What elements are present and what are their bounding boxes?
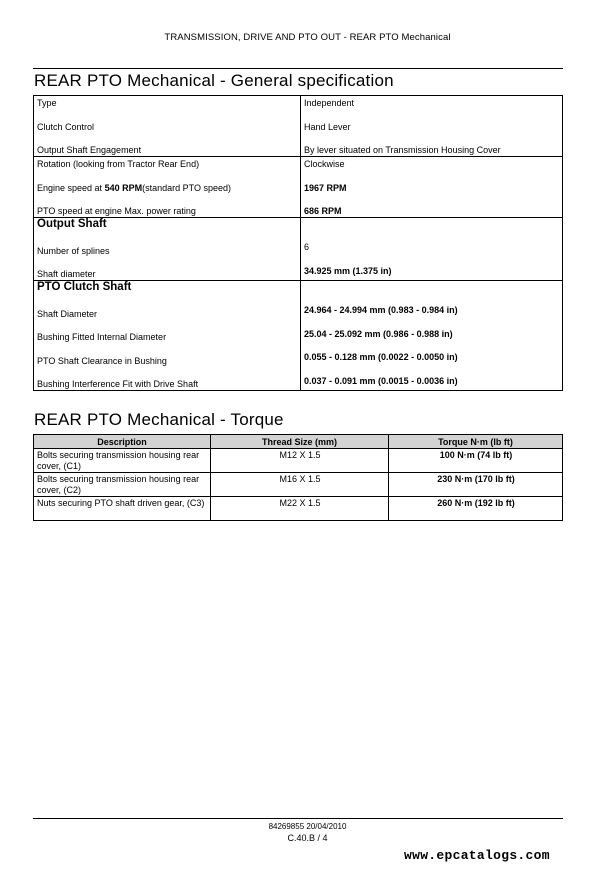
torque-thread: M22 X 1.5 xyxy=(211,497,389,521)
spec-label: PTO speed at engine Max. power rating xyxy=(37,206,196,216)
spec-value: 0.055 - 0.128 mm (0.0022 - 0.0050 in) xyxy=(304,352,458,362)
spec-value-cell xyxy=(301,96,563,157)
spec-label: Output Shaft Engagement xyxy=(37,145,142,155)
spec-value: 6 xyxy=(304,242,310,252)
watermark: www.epcatalogs.com xyxy=(404,848,550,863)
spec-group-clutch-shaft xyxy=(34,281,563,391)
spec-label xyxy=(37,170,298,194)
torque-table xyxy=(33,434,563,521)
spec-value: 1967 RPM xyxy=(304,182,347,193)
table-row xyxy=(34,449,563,473)
torque-value: 100 N·m (74 lb ft) xyxy=(389,449,563,473)
spec-label-bold: 540 RPM xyxy=(104,182,143,193)
spec-label: Shaft diameter xyxy=(37,269,96,279)
spec-value: 25.04 - 25.092 mm (0.986 - 0.988 in) xyxy=(304,328,453,339)
table-row xyxy=(34,497,563,521)
spec-label: Number of splines xyxy=(37,245,110,256)
table-row xyxy=(34,473,563,497)
torque-header-row xyxy=(34,435,563,449)
subsection-heading: PTO Clutch Shaft xyxy=(37,281,132,293)
column-header: Thread Size (mm) xyxy=(211,435,389,449)
document-number: 84269855 20/04/2010 xyxy=(268,822,347,831)
torque-value: 260 N·m (192 lb ft) xyxy=(389,497,563,521)
spec-group-output-shaft xyxy=(34,218,563,281)
spec-label-cell xyxy=(34,157,301,218)
spacer xyxy=(304,281,560,296)
spec-label-part: (standard PTO speed) xyxy=(142,182,231,193)
spec-label-part: Engine speed at xyxy=(37,182,105,193)
spacer xyxy=(304,218,560,233)
torque-description: Bolts securing transmission housing rear cover, (C2) xyxy=(34,473,211,497)
spec-value-cell xyxy=(301,218,563,281)
spec-label-cell xyxy=(34,281,301,391)
spec-value: 34.925 mm (1.375 in) xyxy=(304,265,392,276)
spec-label: PTO Shaft Clearance in Bushing xyxy=(37,355,167,366)
spec-label: Bushing Fitted Internal Diameter xyxy=(37,332,167,342)
spec-label: Clutch Control xyxy=(37,121,95,132)
torque-thread: M16 X 1.5 xyxy=(211,473,389,497)
spec-label: Bushing Interference Fit with Drive Shaft xyxy=(37,379,199,389)
spec-value: Hand Lever xyxy=(304,121,351,132)
torque-thread: M12 X 1.5 xyxy=(211,449,389,473)
spec-group-speeds xyxy=(34,157,563,218)
spec-group-engagement xyxy=(34,96,563,157)
page-number: C.40.B / 4 xyxy=(287,833,328,843)
torque-description: Bolts securing transmission housing rear cover, (C1) xyxy=(34,449,211,473)
spec-value-cell xyxy=(301,281,563,391)
spec-label: Type xyxy=(37,98,57,108)
spec-value: 686 RPM xyxy=(304,206,342,216)
header-divider xyxy=(33,68,563,69)
spec-label-cell xyxy=(34,96,301,157)
spec-value-cell xyxy=(301,157,563,218)
torque-description: Nuts securing PTO shaft driven gear, (C3) xyxy=(34,497,211,521)
spec-heading: REAR PTO Mechanical - General specification xyxy=(34,71,394,90)
general-specification-table xyxy=(33,95,563,391)
spec-label-cell xyxy=(34,218,301,281)
spec-value: Clockwise xyxy=(304,159,345,169)
torque-heading: REAR PTO Mechanical - Torque xyxy=(34,410,284,429)
column-header: Torque N·m (lb ft) xyxy=(389,435,563,449)
spec-label: Rotation (looking from Tractor Rear End) xyxy=(37,159,200,169)
spec-value: By lever situated on Transmission Housing Cover xyxy=(304,145,501,155)
subsection-heading: Output Shaft xyxy=(37,218,107,230)
spec-label: Shaft Diameter xyxy=(37,308,98,319)
spec-value: 0.037 - 0.091 mm (0.0015 - 0.0036 in) xyxy=(304,375,458,386)
column-header: Description xyxy=(34,435,211,449)
spec-value: 24.964 - 24.994 mm (0.983 - 0.984 in) xyxy=(304,305,458,315)
page-header-title: TRANSMISSION, DRIVE AND PTO OUT - REAR PTO Mechanical xyxy=(164,32,451,43)
footer-divider xyxy=(33,818,563,819)
torque-value: 230 N·m (170 lb ft) xyxy=(389,473,563,497)
spec-value: Independent xyxy=(304,98,355,108)
